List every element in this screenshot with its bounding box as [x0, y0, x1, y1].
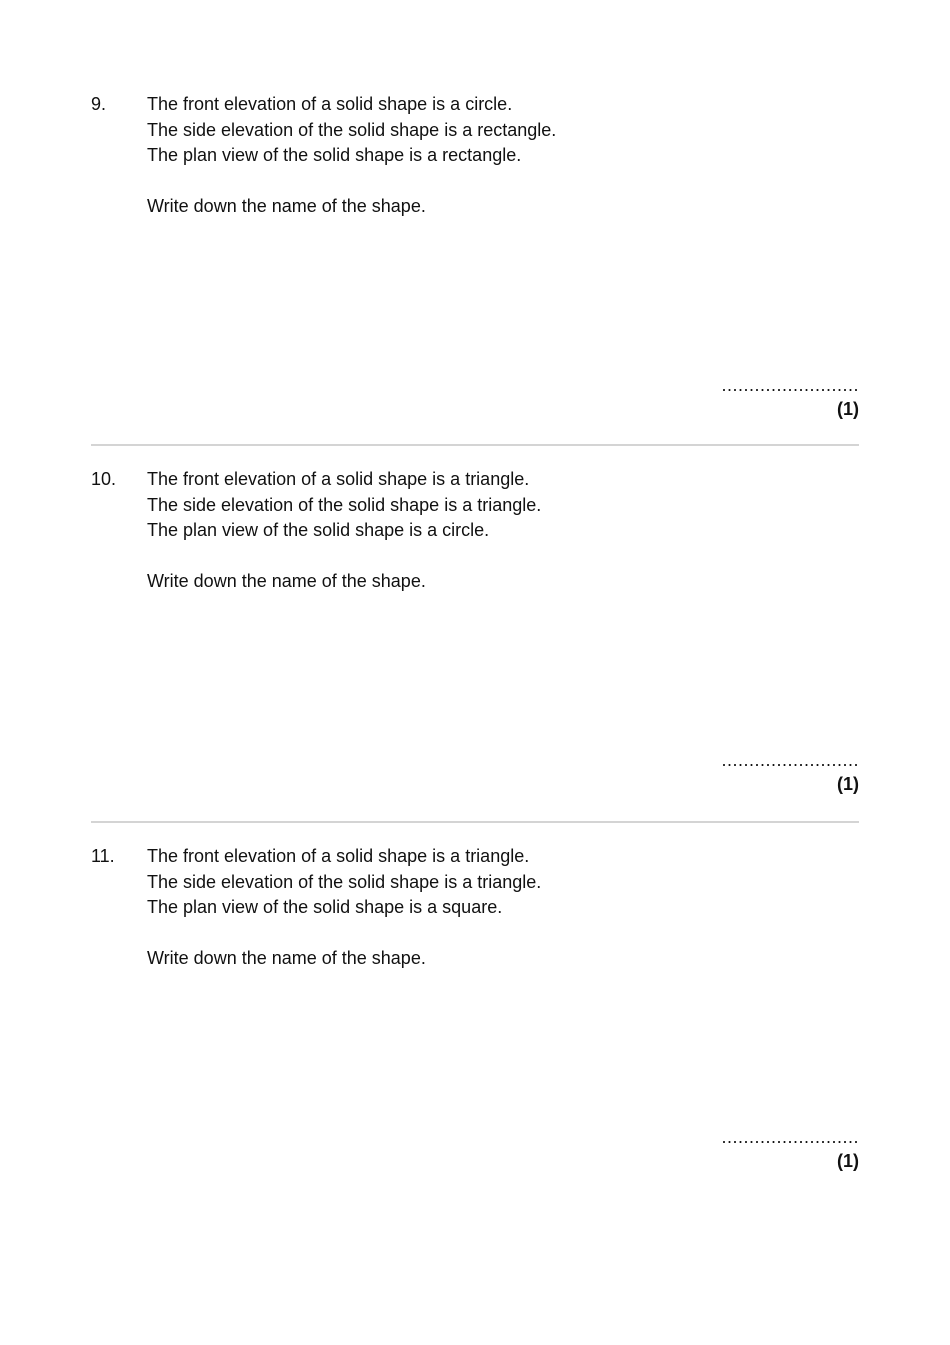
- question-text: [147, 92, 556, 220]
- question-line: The side elevation of the solid shape is a rectangle.: [147, 119, 557, 140]
- question-line: The side elevation of the solid shape is a triangle.: [147, 494, 542, 515]
- question-prompt: Write down the name of the shape.: [147, 196, 426, 216]
- question-prompt: Write down the name of the shape.: [147, 571, 426, 591]
- question-line: The plan view of the solid shape is a rectangle.: [147, 145, 522, 165]
- question-line: The plan view of the solid shape is a square.: [147, 897, 503, 917]
- question-text: [147, 844, 541, 972]
- question-number: 9.: [91, 94, 107, 114]
- question-9: [0, 92, 950, 472]
- question-10: [0, 467, 950, 847]
- marks: (1): [837, 399, 859, 419]
- answer-line[interactable]: .........................: [721, 375, 859, 395]
- question-line: The side elevation of the solid shape is a triangle.: [147, 871, 542, 892]
- divider: [91, 444, 859, 446]
- answer-line[interactable]: .........................: [721, 1127, 859, 1147]
- question-number: 11.: [91, 846, 115, 866]
- divider: [91, 821, 859, 823]
- question-text: [147, 467, 541, 595]
- question-number: 10.: [91, 469, 117, 489]
- question-line: The front elevation of a solid shape is a triangle.: [147, 469, 530, 489]
- question-line: The plan view of the solid shape is a circle.: [147, 520, 490, 540]
- question-line: The front elevation of a solid shape is a circle.: [147, 94, 513, 114]
- question-line: The front elevation of a solid shape is a triangle.: [147, 846, 530, 866]
- answer-line[interactable]: .........................: [721, 750, 859, 770]
- question-11: [0, 844, 950, 1224]
- marks: (1): [837, 1151, 859, 1171]
- question-prompt: Write down the name of the shape.: [147, 948, 426, 968]
- marks: (1): [837, 774, 859, 794]
